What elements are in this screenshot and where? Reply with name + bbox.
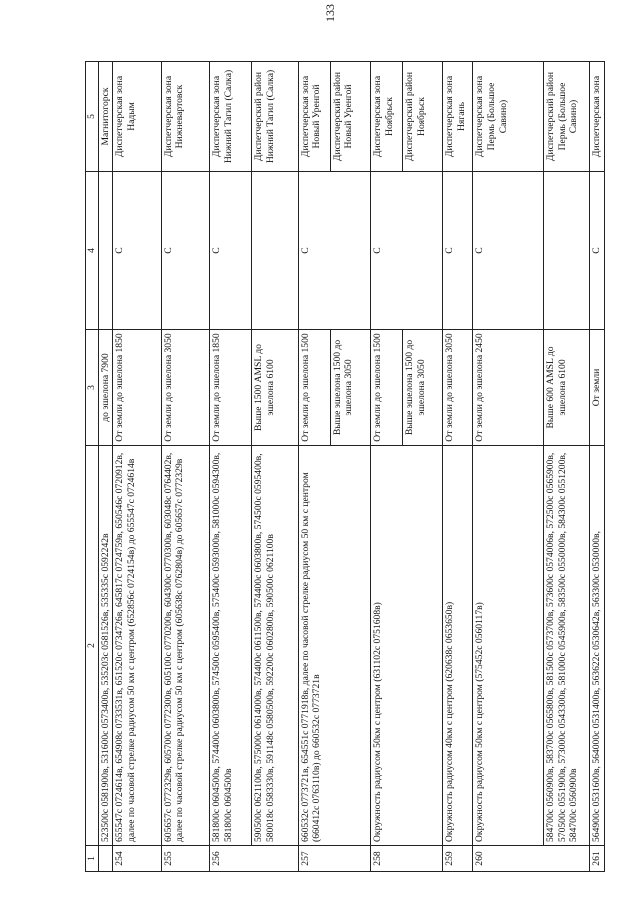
airspace-class: С [113, 172, 161, 330]
airspace-class: С [210, 172, 252, 330]
airspace-zones-table [85, 61, 605, 872]
boundary-coordinates: 584700с 0560900в, 583700с 0565800в, 581500с 0573700в, 573600с 0574006в, 572500с 0565900в, 570500с 0551900в, 573000с 0543300в, 581000с 0545900в, 583500с 0550000в, 584300с 0551200в, 584700с 0560900в [543, 446, 589, 846]
row-number: 254 [113, 846, 161, 872]
airspace-class: С [443, 172, 473, 330]
column-number: 3 [86, 330, 99, 446]
table-row [370, 62, 402, 872]
altitude-limits: до эшелона 7900 [98, 330, 113, 446]
boundary-coordinates: 564900с 0531600в, 564000с 0531400в, 563622с 0530642в, 563300с 0530000в, [590, 446, 605, 846]
zone-name: Диспетчерский район Нижний Тагил (Салка) [252, 62, 298, 172]
boundary-coordinates: 605657с 0772329в, 605700с 0772300в, 605100с 0770200в, 604300с 0770300в, 603048с 0764402в, далее по часовой стрелке радиусом 50 км с центром (605638с 0762804в) до 605657с 0772329в [161, 446, 209, 846]
boundary-coordinates: 590500с 0621100в, 575000с 0614000в, 574400с 0611500в, 574400с 0603800в, 574500с 0595400в, 580018с 0583330в, 591148с 0580500в, 592200с 0602800в, 590500с 0621100в [252, 446, 298, 846]
airspace-class: С [473, 172, 543, 330]
table-row [210, 62, 252, 872]
table-row [113, 62, 161, 872]
zone-name: Диспетчерская зона Надым [113, 62, 161, 172]
altitude-limits: Выше эшелона 1500 до эшелона 3050 [330, 330, 370, 446]
column-number: 1 [86, 846, 99, 872]
row-number [98, 846, 113, 872]
row-number: 260 [473, 846, 590, 872]
airspace-class: С [590, 172, 605, 330]
table-row [590, 62, 605, 872]
zone-name: Диспетчерская зона Пермь (Большое Савино) [473, 62, 543, 172]
page-number: 133 [323, 4, 337, 22]
altitude-limits: От земли до эшелона 2450 [473, 330, 543, 446]
column-number: 2 [86, 446, 99, 846]
table-row [252, 62, 298, 872]
column-number: 4 [86, 172, 99, 330]
row-number: 259 [443, 846, 473, 872]
table-row [543, 62, 589, 872]
altitude-limits: Выше 600 AMSL до эшелона 6100 [543, 330, 589, 446]
row-number: 261 [590, 846, 605, 872]
boundary-coordinates: 581800с 0604500в, 574400с 0603800в, 574500с 0595400в, 575400с 0593000в, 581000с 0594300в, 581800с 0604500в [210, 446, 252, 846]
airspace-class: С [370, 172, 442, 330]
rotated-table-frame [85, 62, 605, 872]
boundary-coordinates: 660532с 0773721в, 654551с 0771918в, далее по часовой стрелке радиусом 50 км с центром (660412с 0763110в) до 660532с 0773721в [298, 446, 370, 846]
zone-name: Диспетчерская зона Ноябрьск [370, 62, 402, 172]
table-row [161, 62, 209, 872]
airspace-class [252, 172, 298, 330]
row-number: 257 [298, 846, 370, 872]
row-number: 255 [161, 846, 209, 872]
zone-name: Диспетчерская зона Нягань [443, 62, 473, 172]
table-row [473, 62, 543, 872]
zone-name: Диспетчерская зона [590, 62, 605, 172]
altitude-limits: От земли до эшелона 1850 [210, 330, 252, 446]
altitude-limits: От земли до эшелона 1500 [370, 330, 402, 446]
table-row [443, 62, 473, 872]
boundary-coordinates: 655547с 0724614в, 654908с 0733531в, 651520с 0734726в, 645817с 0724759в, 650546с 0720912в, далее по часовой стрелке радиусом 50 км с центром (652856с 0724154в) до 655547с 0724614в [113, 446, 161, 846]
altitude-limits: От земли до эшелона 3050 [161, 330, 209, 446]
altitude-limits: От земли [590, 330, 605, 446]
airspace-class: С [298, 172, 370, 330]
column-number-row [86, 62, 99, 872]
zone-name: Диспетчерский район Новый Уренгой [330, 62, 370, 172]
table-container [85, 62, 605, 872]
row-number: 256 [210, 846, 298, 872]
table-row [98, 62, 113, 872]
airspace-class: С [161, 172, 209, 330]
altitude-limits: Выше эшелона 1500 до эшелона 3050 [403, 330, 443, 446]
zone-name: Диспетчерская зона Нижний Тагил (Салка) [210, 62, 252, 172]
zone-name: Диспетчерская зона Нижневартовск [161, 62, 209, 172]
boundary-coordinates: Окружность радиусом 40км с центром (620638с 0653650в) [443, 446, 473, 846]
altitude-limits: От земли до эшелона 1850 [113, 330, 161, 446]
boundary-coordinates: 523500с 0581900в, 531600с 0573400в, 535203с 0581526в, 535335с 0592242в [98, 446, 113, 846]
column-number: 5 [86, 62, 99, 172]
zone-name: Диспетчерская зона Новый Уренгой [298, 62, 330, 172]
zone-name: Диспетчерский район Ноябрьск [403, 62, 443, 172]
boundary-coordinates: Окружность радиусом 50км с центром (575452с 0560117в) [473, 446, 543, 846]
zone-name: Диспетчерский район Пермь (Большое Савино) [543, 62, 589, 172]
altitude-limits: От земли до эшелона 3050 [443, 330, 473, 446]
altitude-limits: От земли до эшелона 1500 [298, 330, 330, 446]
table-row [298, 62, 330, 872]
altitude-limits: Выше 1500 AMSL до эшелона 6100 [252, 330, 298, 446]
airspace-class [98, 172, 113, 330]
boundary-coordinates: Окружность радиусом 50км с центром (631102с 0751608в) [370, 446, 442, 846]
row-number: 258 [370, 846, 442, 872]
airspace-class [543, 172, 589, 330]
zone-name: Магнитогорск [98, 62, 113, 172]
